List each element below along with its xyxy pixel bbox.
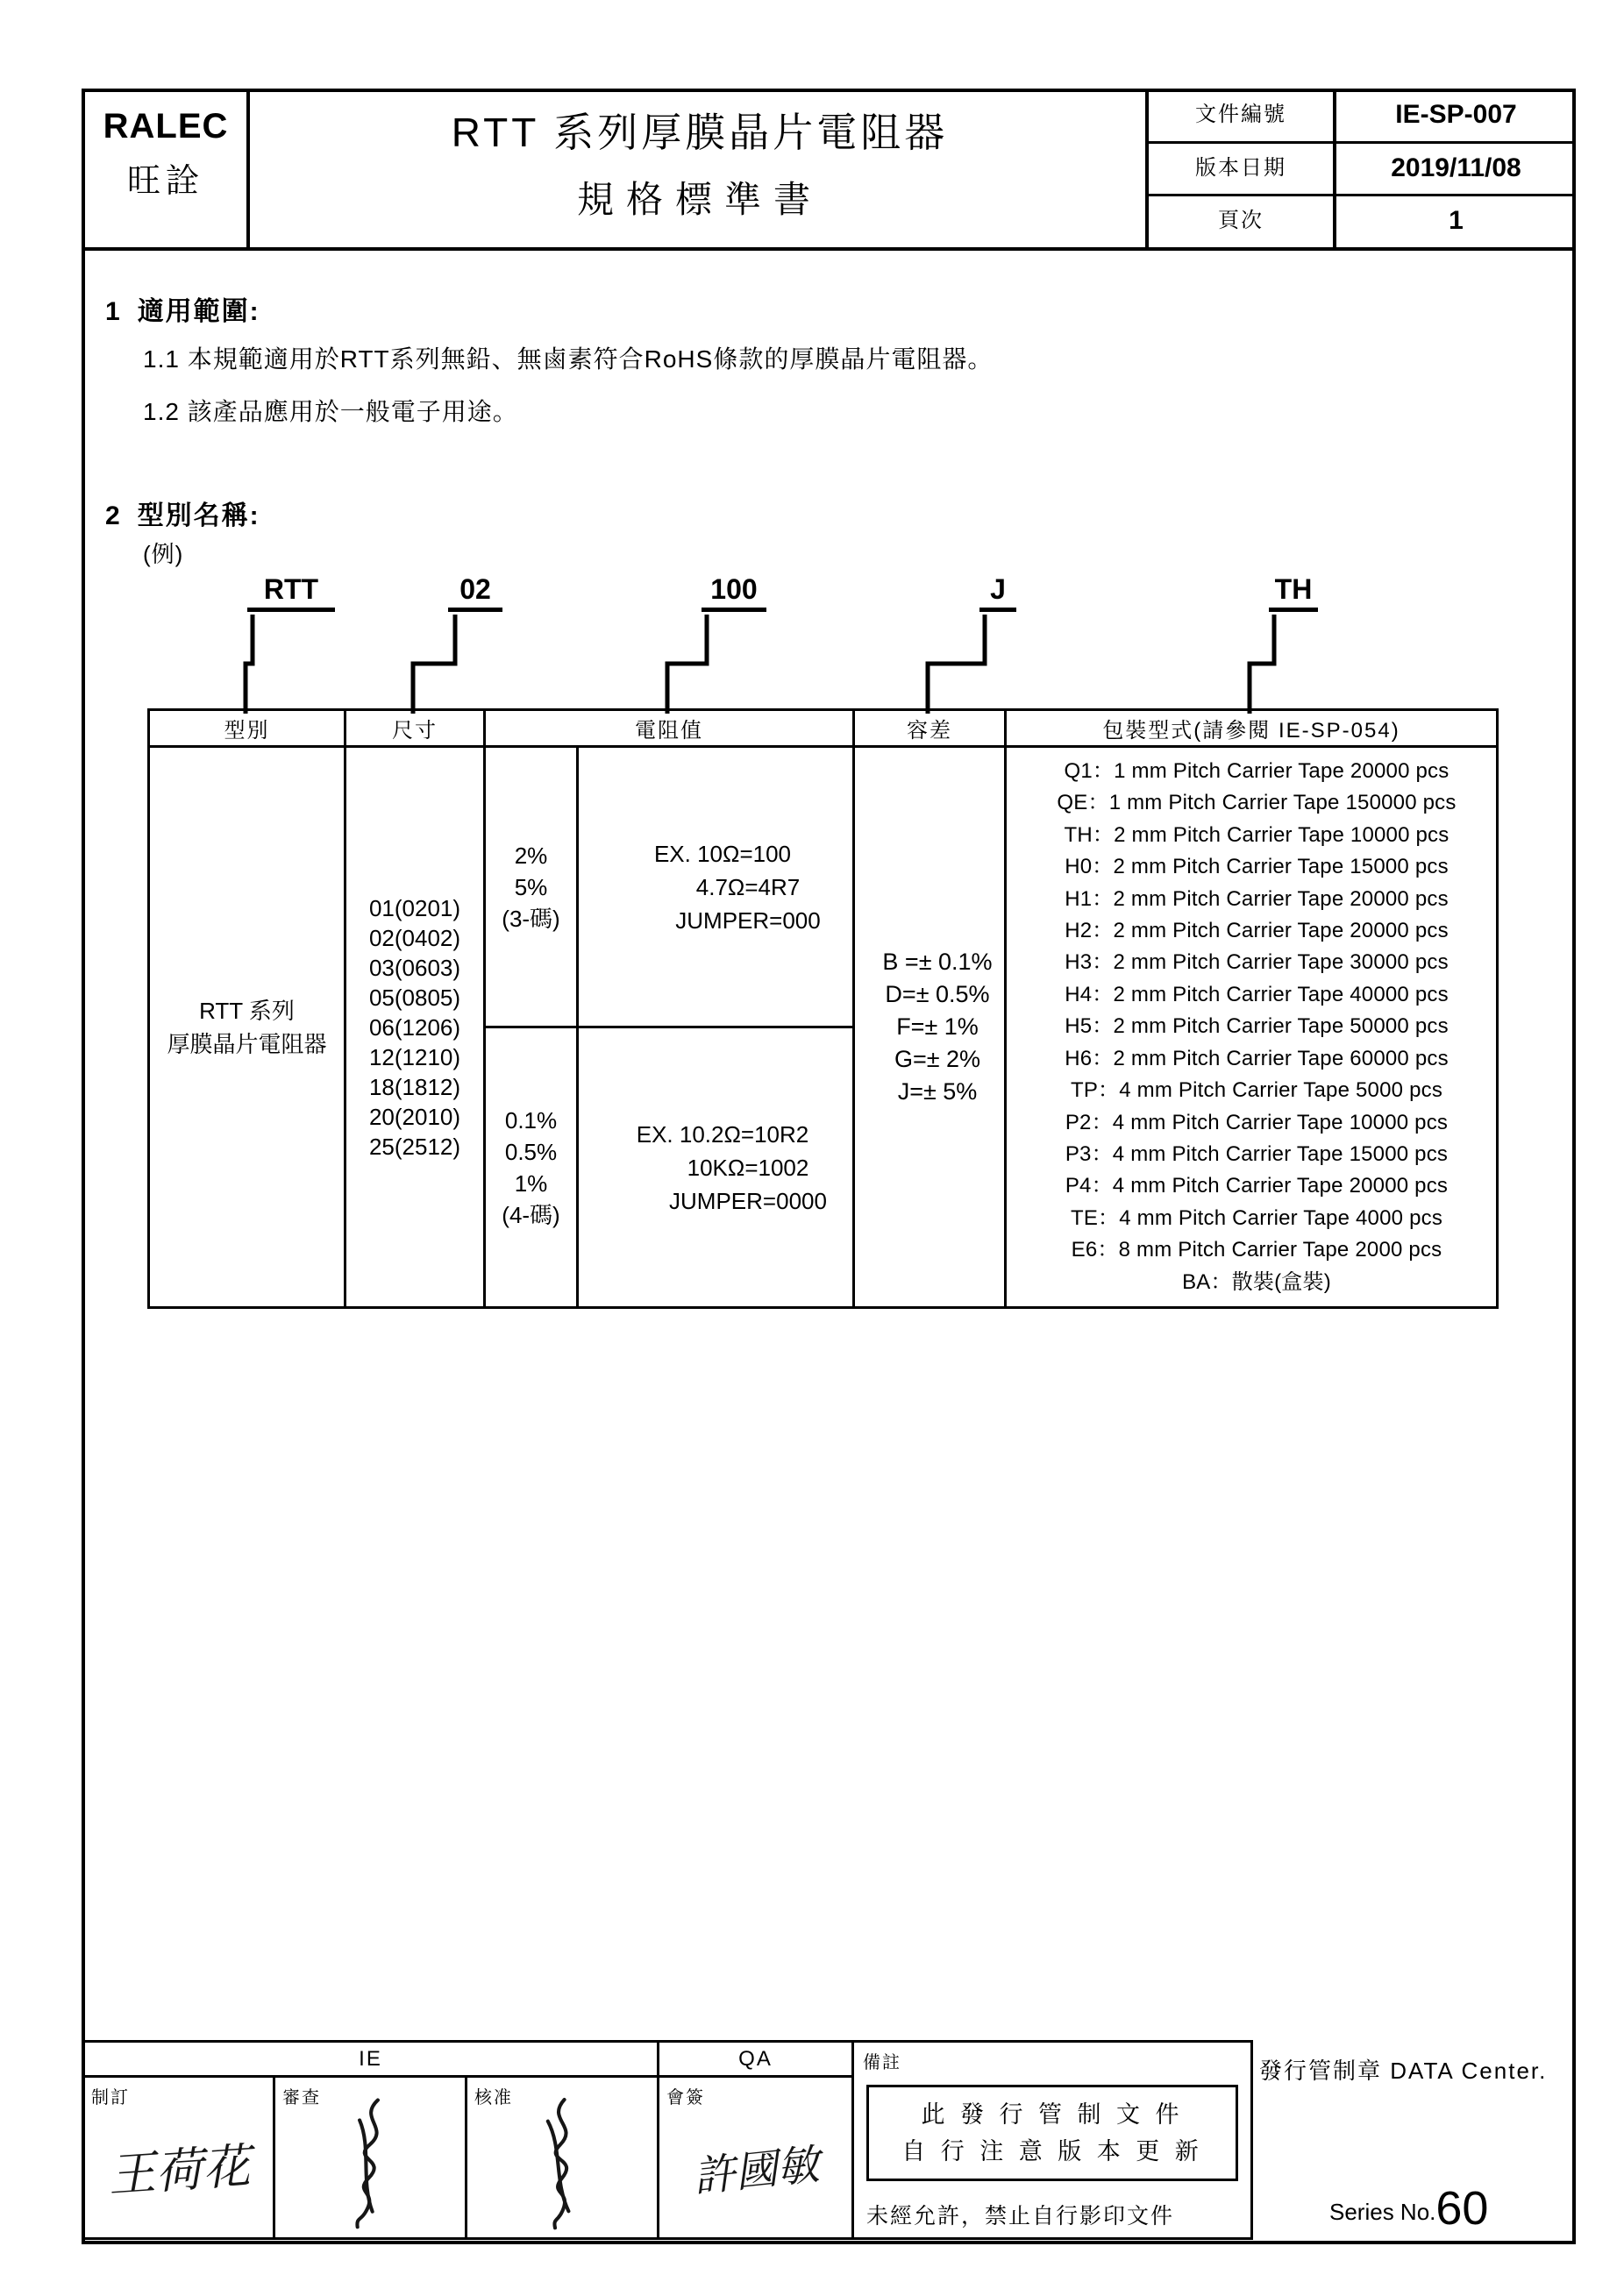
resistance-example-line: JUMPER=0000	[669, 1187, 827, 1214]
approver-signature-scribble	[515, 2087, 610, 2241]
packaging-item: QE：1 mm Pitch Carrier Tape 150000 pcs	[1057, 791, 1457, 815]
scope-item-1: 1.1 本規範適用於RTT系列無鉛、無鹵素符合RoHS條款的厚膜晶片電阻器。	[143, 345, 994, 373]
tolerance-code-item: G=± 2%	[894, 1046, 981, 1072]
stamp-line	[1259, 2053, 1547, 2086]
maker-signature: 王荷花	[105, 2137, 252, 2203]
approver-role-label: 核准	[474, 2088, 513, 2108]
logo-cell-divider	[246, 89, 250, 251]
tolerance-option: 2%	[514, 842, 548, 869]
tolerance-code-list	[871, 946, 1004, 1108]
size-cell	[345, 747, 485, 1308]
resistance-example-line: JUMPER=000	[675, 906, 821, 934]
tolerance-option: (4-碼)	[502, 1201, 560, 1228]
company-name-cn: 旺詮	[126, 163, 204, 200]
notes-bottom-line: 未經允許，禁止自行影印文件	[866, 2204, 1175, 2228]
notes-cell	[853, 2042, 1252, 2239]
qa-dept-label: QA	[659, 2042, 853, 2077]
size-item: 03(0603)	[368, 954, 461, 981]
section-1-title: 適用範圍:	[137, 297, 260, 326]
resistance-example-3digit-cell	[578, 747, 854, 1027]
size-item: 05(0805)	[368, 984, 461, 1011]
countersign-role-label: 會簽	[666, 2088, 706, 2108]
series-number	[1329, 2182, 1489, 2235]
resistance-example-line: EX. 10.2Ω=10R2	[636, 1120, 809, 1148]
section-1-heading	[105, 289, 260, 328]
tolerance-4digit-cell	[485, 1027, 578, 1308]
scope-item-2: 1.2 該產品應用於一般電子用途。	[143, 398, 518, 425]
tolerance-option: 0.5%	[504, 1138, 558, 1165]
page-number-label: 頁次	[1218, 209, 1264, 232]
packaging-item: H4：2 mm Pitch Carrier Tape 40000 pcs	[1065, 982, 1449, 1006]
reviewer-cell	[274, 2077, 467, 2239]
resistance-example-line: EX. 10Ω=100	[653, 840, 792, 867]
size-item: 25(2512)	[368, 1133, 461, 1160]
part-code-tolerance: J	[979, 570, 1016, 612]
part-code-resistance: 100	[702, 570, 766, 612]
size-item: 06(1206)	[368, 1013, 461, 1041]
example-label: (例)	[143, 541, 184, 567]
spec-header-row	[149, 710, 1498, 747]
packaging-item: H0：2 mm Pitch Carrier Tape 15000 pcs	[1065, 855, 1449, 879]
resistance-example-line: 10KΩ=1002	[687, 1154, 809, 1181]
countersign-cell	[659, 2077, 853, 2239]
doc-title-line1: RTT 系列厚膜晶片電阻器	[451, 110, 949, 155]
approver-cell	[467, 2077, 659, 2239]
packaging-item: E6：8 mm Pitch Carrier Tape 2000 pcs	[1071, 1238, 1442, 1262]
col-header-resistance: 電阻值	[485, 710, 854, 747]
packaging-item: TE：4 mm Pitch Carrier Tape 4000 pcs	[1070, 1205, 1443, 1230]
packaging-item: P2：4 mm Pitch Carrier Tape 10000 pcs	[1065, 1110, 1449, 1134]
section-2-heading	[105, 494, 260, 532]
footer-dept-row	[83, 2042, 1252, 2077]
page-number-value: 1	[1449, 206, 1464, 235]
packaging-item: BA：散裝(盒裝)	[1182, 1269, 1331, 1294]
size-list	[346, 893, 483, 1162]
col-header-type: 型別	[149, 710, 345, 747]
section-2-number: 2	[105, 501, 122, 530]
header-divider	[82, 247, 1576, 251]
series-value: 60	[1435, 2182, 1489, 2235]
tolerance-code-item: D=± 0.5%	[885, 981, 990, 1007]
packaging-item: H2：2 mm Pitch Carrier Tape 20000 pcs	[1065, 919, 1449, 943]
reviewer-role-label: 審查	[282, 2088, 321, 2108]
tolerance-3digit-cell	[485, 747, 578, 1027]
packaging-item: TH：2 mm Pitch Carrier Tape 10000 pcs	[1064, 822, 1449, 847]
doc-number-value: IE-SP-007	[1395, 100, 1517, 129]
series-label: Series No.	[1329, 2199, 1436, 2225]
col-header-packaging: 包裝型式(請參閱 IE-SP-054)	[1006, 710, 1498, 747]
resistance-example-line: 4.7Ω=4R7	[695, 873, 801, 900]
notes-box-line-2: 自 行 注 意 版 本 更 新	[901, 2138, 1203, 2164]
notes-box	[866, 2085, 1238, 2181]
packaging-item: H6：2 mm Pitch Carrier Tape 60000 pcs	[1065, 1046, 1449, 1070]
ie-dept-label: IE	[83, 2042, 659, 2077]
spec-body-row-1	[149, 747, 1498, 1027]
size-item: 02(0402)	[368, 924, 461, 951]
part-number-spec-table	[147, 708, 1499, 1309]
packaging-item: H5：2 mm Pitch Carrier Tape 50000 pcs	[1065, 1014, 1449, 1039]
packaging-item: H1：2 mm Pitch Carrier Tape 20000 pcs	[1065, 886, 1449, 911]
packaging-item: Q1：1 mm Pitch Carrier Tape 20000 pcs	[1064, 759, 1449, 784]
tolerance-option: 0.1%	[504, 1106, 558, 1134]
type-line-1: RTT 系列	[199, 997, 295, 1024]
resistance-example-4digit-cell	[578, 1027, 854, 1308]
tolerance-option: 1%	[514, 1169, 548, 1197]
packaging-item: P3：4 mm Pitch Carrier Tape 15000 pcs	[1065, 1141, 1449, 1166]
tolerance-option: (3-碼)	[502, 905, 560, 932]
tolerance-codes-cell	[854, 747, 1006, 1308]
packaging-item: P4：4 mm Pitch Carrier Tape 20000 pcs	[1065, 1174, 1449, 1198]
size-item: 20(2010)	[368, 1103, 461, 1130]
tolerance-code-item: F=± 1%	[896, 1013, 979, 1040]
notes-box-line-1: 此 發 行 管 制 文 件	[921, 2101, 1184, 2128]
tolerance-3digit-list	[486, 840, 576, 935]
packaging-cell	[1006, 747, 1498, 1308]
countersign-signature: 許國敏	[690, 2140, 822, 2202]
section-2-title: 型別名稱:	[137, 501, 260, 530]
maker-cell	[83, 2077, 274, 2239]
stamp-value: DATA Center.	[1390, 2058, 1548, 2084]
size-item: 12(1210)	[368, 1043, 461, 1070]
tolerance-4digit-list	[486, 1105, 576, 1231]
doc-number-label: 文件編號	[1195, 103, 1286, 126]
packaging-item: H3：2 mm Pitch Carrier Tape 30000 pcs	[1065, 950, 1449, 975]
reviewer-signature-scribble	[324, 2088, 417, 2240]
company-logo-block	[85, 107, 246, 202]
document-title	[254, 101, 1145, 224]
approval-footer-table	[82, 2040, 1253, 2240]
tolerance-code-item: B =± 0.1%	[882, 949, 993, 975]
doc-title-line2: 規格標準書	[576, 179, 823, 220]
packaging-item: TP：4 mm Pitch Carrier Tape 5000 pcs	[1070, 1078, 1443, 1103]
stamp-label: 發行管制章	[1259, 2058, 1383, 2084]
section-1-number: 1	[105, 297, 122, 326]
part-code-packaging: TH	[1269, 570, 1318, 612]
tolerance-option: 5%	[514, 873, 548, 900]
size-item: 18(1812)	[368, 1073, 461, 1100]
col-header-size: 尺寸	[345, 710, 485, 747]
tolerance-code-item: J=± 5%	[897, 1078, 978, 1105]
doc-date-label: 版本日期	[1195, 156, 1286, 180]
size-item: 01(0201)	[368, 894, 461, 921]
packaging-list	[1017, 756, 1496, 1298]
col-header-tolerance: 容差	[854, 710, 1006, 747]
part-code-series: RTT	[247, 570, 335, 612]
part-code-size: 02	[448, 570, 502, 612]
type-cell	[149, 747, 345, 1308]
maker-role-label: 制訂	[91, 2088, 130, 2108]
notes-label: 備註	[863, 2053, 902, 2072]
doc-date-value: 2019/11/08	[1391, 153, 1521, 182]
type-line-2: 厚膜晶片電阻器	[167, 1030, 327, 1057]
company-logo: RALEC	[103, 107, 229, 146]
